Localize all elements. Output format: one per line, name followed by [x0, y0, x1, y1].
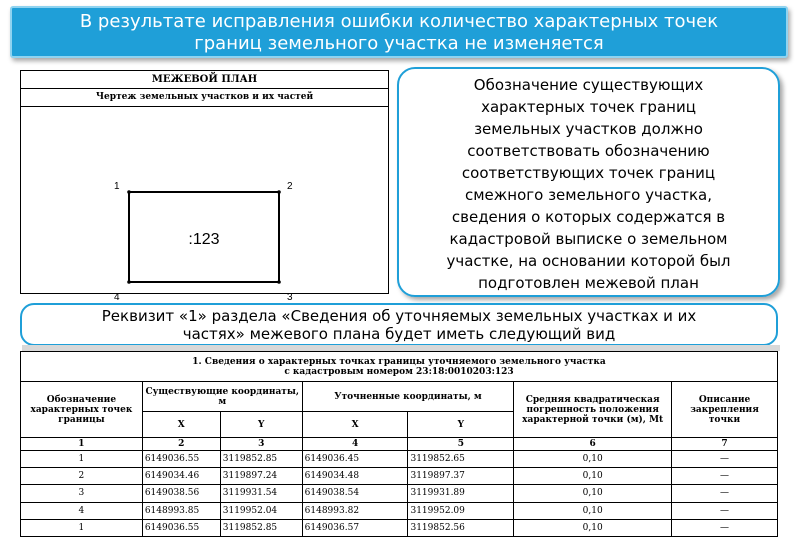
title-banner — [10, 6, 788, 58]
cell-existing-x: 6149034.46 — [142, 468, 220, 485]
point-marker-4 — [127, 280, 131, 284]
boundary-plan — [20, 70, 389, 303]
cell-error: 0,10 — [514, 451, 672, 468]
header-error: Средняя квадратическая погрешность положения характерной точки (м), Мt — [514, 382, 672, 438]
col-number: 6 — [514, 438, 672, 451]
point-marker-3 — [277, 280, 281, 284]
cell-point: 4 — [21, 502, 143, 519]
plan-drawing — [21, 107, 387, 303]
plan-title: МЕЖЕВОЙ ПЛАН — [21, 71, 388, 89]
cell-existing-x: 6149036.55 — [142, 451, 220, 468]
cell-existing-y: 3119931.54 — [220, 485, 302, 502]
note-line: сведения о которых содержатся в — [451, 208, 726, 226]
note-line: подготовлен межевой план — [478, 274, 699, 292]
cell-point: 3 — [21, 485, 143, 502]
table-title — [21, 352, 778, 382]
banner-line-2: границ земельного участка не изменяется — [194, 33, 604, 54]
cell-refined-x: 6149036.57 — [302, 519, 408, 536]
cell-description: — — [672, 451, 778, 468]
cell-point: 1 — [21, 451, 143, 468]
table-row — [21, 468, 778, 485]
cell-refined-x: 6149034.48 — [302, 468, 408, 485]
note-line: кадастровой выписке о земельном — [449, 230, 728, 248]
cell-error: 0,10 — [514, 519, 672, 536]
cell-existing-y: 3119952.04 — [220, 502, 302, 519]
col-number: 4 — [302, 438, 408, 451]
coordinates-table — [20, 351, 778, 537]
requisite-line-1: Реквизит «1» раздела «Сведения об уточняемых земельных участках и их — [101, 307, 697, 325]
header-refined-y: Y — [408, 412, 514, 438]
col-number: 2 — [142, 438, 220, 451]
cell-existing-x: 6149036.55 — [142, 519, 220, 536]
point-label-3: 3 — [287, 292, 293, 303]
note-line: характерных точек границ — [481, 98, 696, 116]
cell-existing-x: 6149038.56 — [142, 485, 220, 502]
table-row — [21, 519, 778, 536]
cell-description: — — [672, 485, 778, 502]
parcel-label: :123 — [188, 231, 220, 248]
point-label-4: 4 — [114, 292, 120, 303]
header-refined-x: X — [302, 412, 408, 438]
table-title-line-1: 1. Сведения о характерных точках границы уточняемого земельного участка — [192, 356, 606, 367]
cell-refined-x: 6149038.54 — [302, 485, 408, 502]
note-line: земельных участков должно — [474, 120, 703, 138]
cell-existing-y: 3119852.85 — [220, 451, 302, 468]
note-line: соответствующих точек границ — [461, 164, 716, 182]
note-box — [397, 67, 780, 297]
col-number: 1 — [21, 438, 143, 451]
header-existing: Существующие координаты, м — [142, 382, 302, 412]
header-designation: Обозначение характерных точек границы — [21, 382, 143, 438]
header-description: Описание закрепления точки — [672, 382, 778, 438]
col-number: 7 — [672, 438, 778, 451]
cell-point: 2 — [21, 468, 143, 485]
plan-subtitle: Чертеж земельных участков и их частей — [21, 89, 388, 107]
header-existing-y: Y — [220, 412, 302, 438]
cell-description: — — [672, 468, 778, 485]
cell-description: — — [672, 502, 778, 519]
requisite-banner — [20, 303, 778, 346]
col-number: 5 — [408, 438, 514, 451]
table-row — [21, 485, 778, 502]
cell-refined-y: 3119897.37 — [408, 468, 514, 485]
cell-point: 1 — [21, 519, 143, 536]
requisite-line-2: частях» межевого плана будет иметь следующий вид — [182, 325, 616, 343]
note-line: смежного земельного участка, — [464, 186, 713, 204]
note-line: Обозначение существующих — [473, 76, 704, 94]
point-marker-1 — [127, 190, 131, 194]
cell-existing-y: 3119852.85 — [220, 519, 302, 536]
cell-refined-x: 6148993.82 — [302, 502, 408, 519]
note-line: соответствовать обозначению — [467, 142, 710, 160]
cell-refined-y: 3119852.65 — [408, 451, 514, 468]
point-label-2: 2 — [287, 181, 293, 192]
cell-error: 0,10 — [514, 468, 672, 485]
table-row — [21, 451, 778, 468]
cell-refined-y: 3119852.56 — [408, 519, 514, 536]
point-marker-2 — [277, 190, 281, 194]
point-label-1: 1 — [114, 181, 120, 192]
note-line: участке, на основании которой был — [446, 252, 731, 270]
cell-existing-x: 6148993.85 — [142, 502, 220, 519]
cell-description: — — [672, 519, 778, 536]
col-number: 3 — [220, 438, 302, 451]
cell-error: 0,10 — [514, 485, 672, 502]
header-refined: Уточненные координаты, м — [302, 382, 514, 412]
banner-line-1: В результате исправления ошибки количество характерных точек — [79, 11, 719, 32]
table-title-line-2: с кадастровым номером 23:18:0010203:123 — [284, 366, 514, 377]
cell-existing-y: 3119897.24 — [220, 468, 302, 485]
header-existing-x: X — [142, 412, 220, 438]
table-row — [21, 502, 778, 519]
cell-refined-x: 6149036.45 — [302, 451, 408, 468]
cell-refined-y: 3119952.09 — [408, 502, 514, 519]
cell-error: 0,10 — [514, 502, 672, 519]
cell-refined-y: 3119931.89 — [408, 485, 514, 502]
